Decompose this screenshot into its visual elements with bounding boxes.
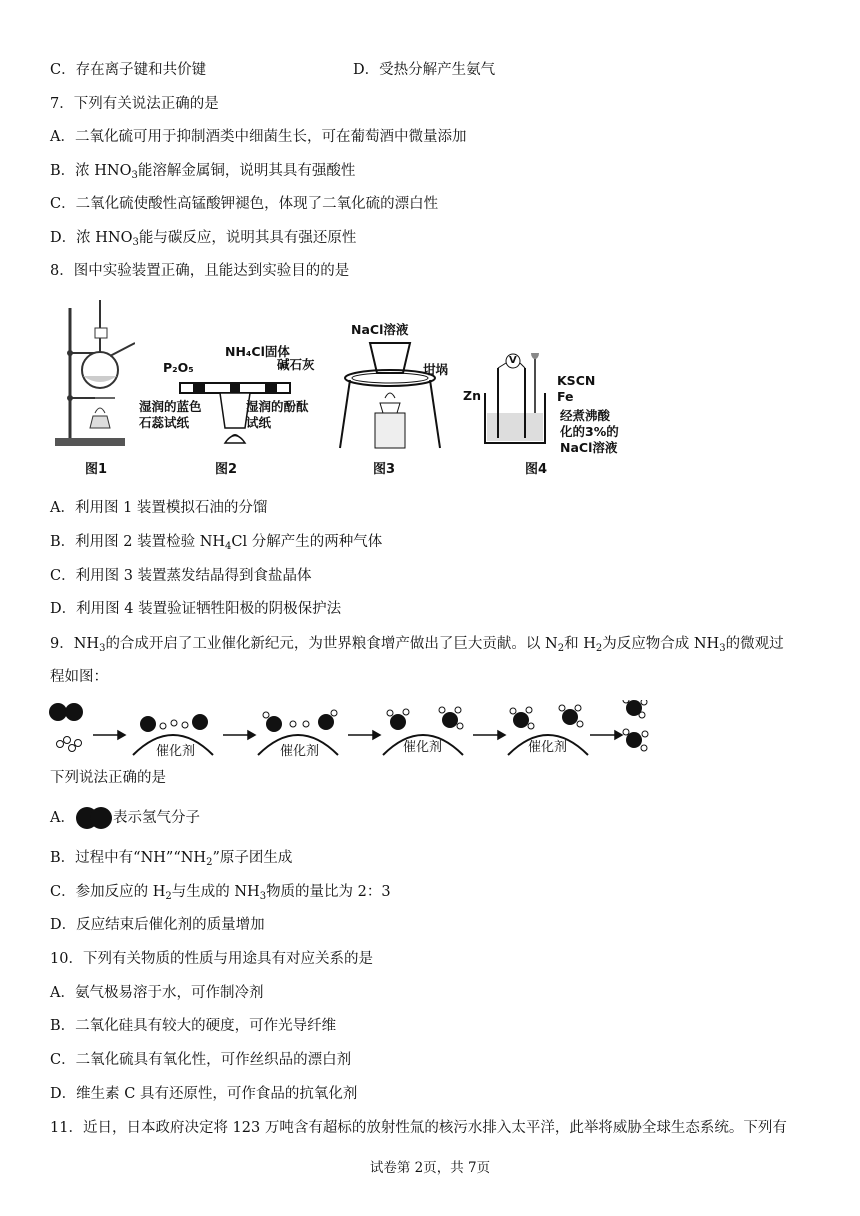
q9-ask: 下列说法正确的是 — [50, 770, 166, 786]
q9-option-c: C．参加反应的 $H_2$与生成的 $NH_3$物质的量比为 2：3 — [50, 884, 391, 902]
fig4-kscn-label: KSCN — [557, 373, 596, 388]
fig2-phenolphthalein-label: 湿润的酚酞 试纸 — [246, 399, 309, 430]
catalyst-label-2: 催化剂 — [280, 744, 320, 759]
q11-stem: 11．近日，日本政府决定将 123 万吨含有超标的放射性氚的核污水排入太平洋，此举将威胁全球生态系统。下列有 — [50, 1120, 787, 1136]
catalyst-label-1: 催化剂 — [156, 744, 196, 759]
q7-option-a: A．二氧化硫可用于抑制酒类中细菌生长，可在葡萄酒中微量添加 — [50, 129, 467, 145]
fig4-voltmeter-label: V — [509, 355, 517, 366]
page-footer: 试卷第 2页，共 7页 — [369, 1160, 491, 1176]
q8-figures — [55, 298, 655, 483]
q9-micro-process — [48, 700, 668, 762]
q8-option-c: C．利用图 3 装置蒸发结晶得到食盐晶体 — [50, 568, 312, 584]
figure4-cell — [480, 353, 560, 448]
q8-option-b: B．利用图 2 装置检验 $NH_4Cl$ 分解产生的两种气体 — [50, 534, 383, 552]
q9-option-d: D．反应结束后催化剂的质量增加 — [50, 917, 265, 933]
q9-stem-line2: 程如图： — [50, 669, 108, 685]
micro-process-diagram — [48, 700, 668, 762]
catalyst-label-4: 催化剂 — [528, 740, 568, 755]
q10-option-a: A．氨气极易溶于水，可作制冷剂 — [50, 985, 264, 1001]
q10-stem: 10．下列有关物质的性质与用途具有对应关系的是 — [50, 951, 373, 967]
q6-option-c: C．存在离子键和共价键 — [50, 62, 207, 78]
q10-option-d: D．维生素 C 具有还原性，可作食品的抗氧化剂 — [50, 1086, 358, 1102]
fig4-solution-label: 经煮沸酸 化的3%的 NaCl溶液 — [560, 408, 619, 455]
fig4-zn-label: Zn — [463, 388, 481, 403]
figure2-caption: 图2 — [215, 462, 238, 477]
molecule-icon — [75, 805, 113, 831]
figure3-evaporation — [335, 338, 445, 453]
figure1-distillation — [55, 298, 135, 453]
q9-option-a: A． 表示氢气分子 — [50, 808, 200, 828]
fig2-nh4cl-label: NH₄Cl固体 — [225, 344, 290, 359]
q7-option-d: D．浓 $HNO_3$能与碳反应，说明其具有强还原性 — [50, 230, 357, 248]
fig2-soda-lime-label: 碱石灰 — [277, 357, 315, 372]
q8-stem: 8．图中实验装置正确，且能达到实验目的的是 — [50, 263, 350, 279]
figure4-caption: 图4 — [525, 462, 548, 477]
q8-option-a: A．利用图 1 装置模拟石油的分馏 — [50, 500, 268, 516]
fig3-crucible-label: 坩埚 — [423, 362, 449, 377]
q7-option-b: B．浓 $HNO_3$能溶解金属铜，说明其具有强酸性 — [50, 163, 356, 181]
q7-option-c: C．二氧化硫使酸性高锰酸钾褪色，体现了二氧化硫的漂白性 — [50, 196, 439, 212]
fig4-fe-label: Fe — [557, 389, 574, 404]
fig3-nacl-label: NaCl溶液 — [351, 322, 409, 337]
q8-option-d: D．利用图 4 装置验证牺牲阳极的阴极保护法 — [50, 601, 342, 617]
q7-stem: 7．下列有关说法正确的是 — [50, 96, 219, 112]
q10-option-b: B．二氧化硅具有较大的硬度，可作光导纤维 — [50, 1018, 337, 1034]
fig2-p2o5-label: P₂O₅ — [163, 360, 194, 375]
q9-stem: 9．$NH_3$的合成开启了工业催化新纪元，为世界粮食增产做出了巨大贡献。以 $N_2$和 $H_2$为反应物合成 $NH_3$的微观过 — [50, 636, 784, 654]
q10-option-c: C．二氧化硫具有氧化性，可作丝织品的漂白剂 — [50, 1052, 352, 1068]
q9-option-b: B．过程中有“$NH”“NH_2$”原子团生成 — [50, 850, 293, 868]
q6-option-d: D．受热分解产生氨气 — [353, 62, 496, 78]
figure3-caption: 图3 — [373, 462, 396, 477]
fig2-blue-litmus-label: 湿润的蓝色 石蕊试纸 — [139, 399, 202, 430]
figure1-caption: 图1 — [85, 462, 108, 477]
catalyst-label-3: 催化剂 — [403, 740, 443, 755]
